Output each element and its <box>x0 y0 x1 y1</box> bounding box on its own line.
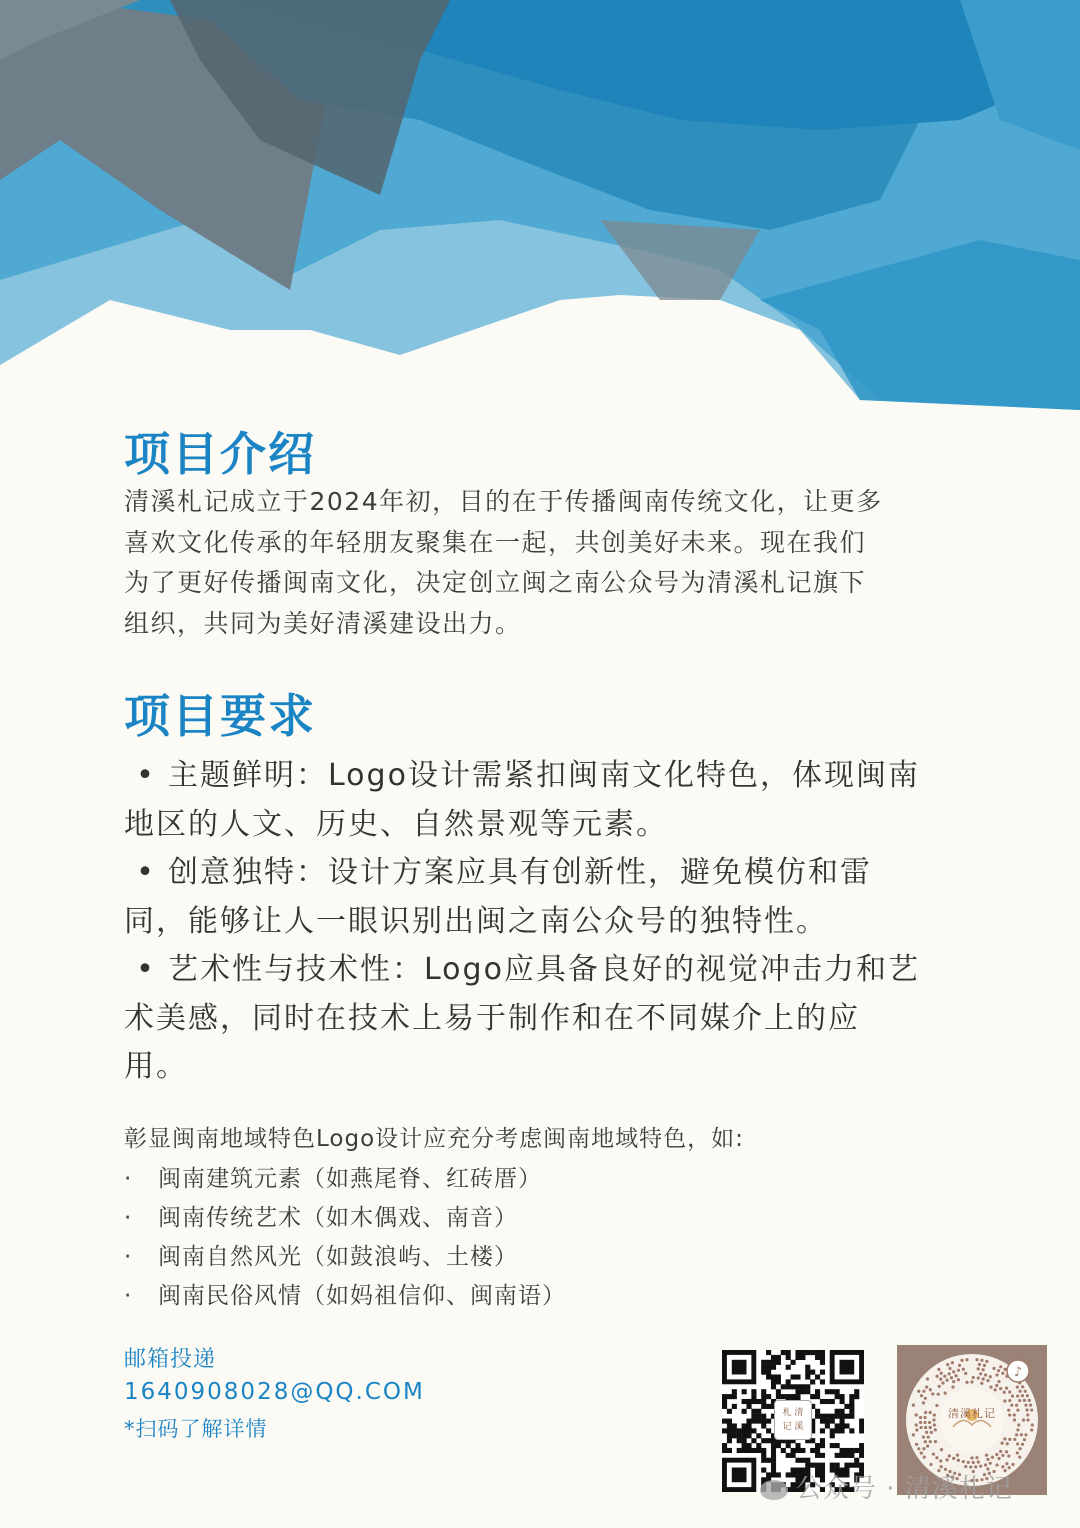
scan-hint: *扫码了解详情 <box>124 1417 268 1441</box>
header-polygon-art <box>0 0 1080 410</box>
requirement-item: • 主题鲜明：Logo设计需紧扣闽南文化特色，体现闽南 地区的人文、历史、自然景观等元素。 <box>124 752 994 849</box>
mini-program-title: 清溪札记 <box>948 1407 996 1420</box>
requirements-title: 项目要求 <box>124 689 316 743</box>
contact-block <box>124 1342 425 1443</box>
intro-title: 项目介绍 <box>124 427 316 481</box>
bullet-icon: • <box>136 855 156 890</box>
feature-item: · 闽南民俗风情（如妈祖信仰、闽南语） <box>124 1277 566 1316</box>
feature-item: · 闽南自然风光（如鼓浪屿、土楼） <box>124 1238 566 1277</box>
contact-label: 邮箱投递 <box>124 1347 217 1372</box>
dot-icon: · <box>124 1205 133 1231</box>
wechat-icon <box>760 1480 788 1500</box>
feature-list <box>124 1160 566 1316</box>
dot-icon: · <box>124 1283 133 1309</box>
watermark: 公众号 · 清溪札记 <box>760 1468 1013 1505</box>
feature-intro: 彰显闽南地域特色Logo设计应充分考虑闽南地域特色，如: <box>124 1126 744 1152</box>
feature-item: · 闽南建筑元素（如燕尾脊、红砖厝） <box>124 1160 566 1199</box>
intro-line: 为了更好传播闽南文化，决定创立闽之南公众号为清溪札记旗下 <box>124 568 867 597</box>
dot-icon: · <box>124 1166 133 1192</box>
bullet-icon: • <box>136 758 156 793</box>
requirement-item: • 艺术性与技术性：Logo应具备良好的视觉冲击力和艺 术美感，同时在技术上易于制作和在不同媒介上的应 用。 <box>124 946 994 1092</box>
intro-line: 清溪札记成立于2024年初，目的在于传播闽南传统文化，让更多 <box>124 487 883 516</box>
dot-icon: · <box>124 1244 133 1270</box>
contact-email[interactable]: 1640908028@QQ.COM <box>124 1379 425 1405</box>
bullet-icon: • <box>136 952 156 987</box>
intro-line: 组织，共同为美好清溪建设出力。 <box>124 608 522 638</box>
intro-paragraph <box>124 482 964 644</box>
qr-center-badge: 札 清 记 溪 <box>774 1400 812 1440</box>
feature-item: · 闽南传统艺术（如木偶戏、南音） <box>124 1199 566 1238</box>
intro-line: 喜欢文化传承的年轻朋友聚集在一起，共创美好未来。现在我们 <box>124 527 867 557</box>
requirements-list <box>124 752 994 1092</box>
svg-text:♪: ♪ <box>1013 1365 1023 1380</box>
requirement-item: • 创意独特：设计方案应具有创新性，避免模仿和雷 同，能够让人一眼识别出闽之南公众号的独特性。 <box>124 849 994 946</box>
